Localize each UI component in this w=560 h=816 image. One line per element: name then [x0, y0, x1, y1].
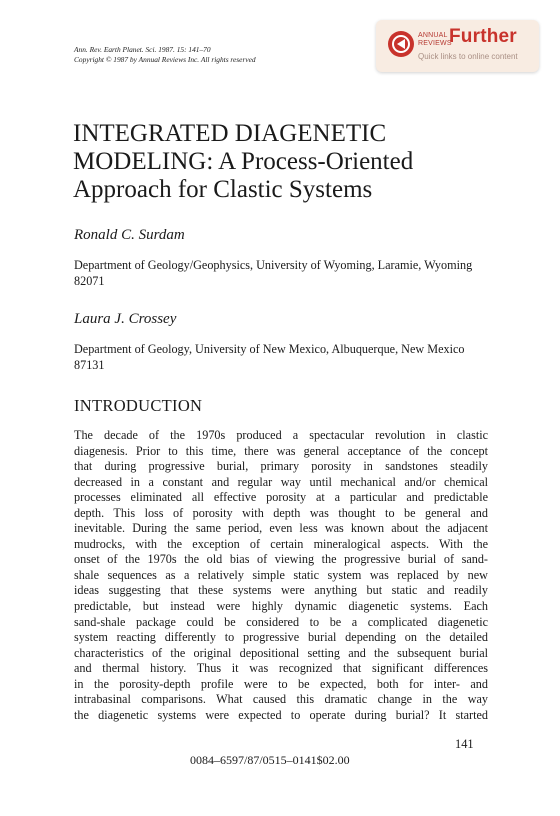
- body-line: mudrocks, with the exception of certain mineralogical aspects. With the: [74, 536, 488, 551]
- journal-citation: [74, 45, 374, 65]
- author-affiliation: Department of Geology/Geophysics, University of Wyoming, Laramie, Wyoming 82071: [74, 258, 473, 288]
- journal-citation-line: Ann. Rev. Earth Planet. Sci. 1987. 15: 141–70: [74, 45, 211, 54]
- article-title: [73, 120, 493, 204]
- body-line: intrabasinal comparisons. What caused this dramatic change in the way: [74, 692, 488, 707]
- quick-links-label: Quick links to online content: [418, 52, 518, 61]
- body-line: decreased in a constant and regular way until mechanical and/or chemical: [74, 474, 488, 489]
- body-line: and thermal history. Thus it was recognized that significant differences: [74, 661, 488, 676]
- body-paragraph: [74, 428, 488, 723]
- further-label: Further: [449, 26, 517, 47]
- annual-reviews-wordmark: [418, 32, 452, 47]
- section-heading: INTRODUCTION: [74, 396, 203, 415]
- body-line: processes eliminated all effective porosity at a particular and predictable: [74, 490, 488, 505]
- body-line: ideas suggesting that these systems were anything but static and readily: [74, 583, 488, 598]
- article-code: 0084–6597/87/0515–0141$02.00: [190, 753, 350, 767]
- title-line: Approach for Clastic Systems: [73, 176, 373, 203]
- body-line: onset of the 1970s the old bias of viewing the progressive burial of sand-: [74, 552, 488, 567]
- body-line: that during progressive burial, primary porosity in sandstones steadily: [74, 459, 488, 474]
- body-line: sand-shale package could be considered to be a complicated diagenetic: [74, 614, 488, 629]
- body-line: system reacting differently to progressive burial depending on the detailed: [74, 630, 488, 645]
- body-line: shale sequences as a relatively simple static system was replaced by new: [74, 567, 488, 582]
- page-number: 141: [455, 737, 474, 751]
- body-line: the diagenetic systems were expected to operate during burial? It started: [74, 707, 488, 722]
- reviews-label: REVIEWS: [418, 39, 452, 47]
- body-line: The decade of the 1970s produced a spectacular revolution in clastic: [74, 428, 488, 442]
- title-line: INTEGRATED DIAGENETIC: [73, 120, 387, 147]
- body-line: characteristics of the original depositional setting and the subsequent burial: [74, 645, 488, 660]
- annual-label: ANNUAL: [418, 32, 448, 39]
- annual-reviews-further-badge[interactable]: [376, 20, 539, 72]
- body-line: predictable, but instead were highly dynamic diagenetic systems. Each: [74, 599, 488, 614]
- body-line: depth. This loss of porosity with depth was thought to be general and: [74, 505, 488, 520]
- title-line: MODELING: A Process-Oriented: [73, 148, 414, 175]
- further-arrow-icon: [388, 31, 414, 57]
- author-affiliation: Department of Geology, University of New Mexico, Albuquerque, New Mexico 87131: [74, 342, 465, 372]
- body-line: in the porosity-depth profile were to be expected, both for inter- and: [74, 676, 488, 691]
- copyright-line: Copyright © 1987 by Annual Reviews Inc. All rights reserved: [74, 55, 256, 64]
- author-name: Laura J. Crossey: [74, 311, 177, 327]
- body-line: diagenesis. Prior to this time, there was general acceptance of the concept: [74, 443, 488, 458]
- body-line: inevitable. During the same period, even less was known about the adjacent: [74, 521, 488, 536]
- author-name: Ronald C. Surdam: [74, 227, 185, 243]
